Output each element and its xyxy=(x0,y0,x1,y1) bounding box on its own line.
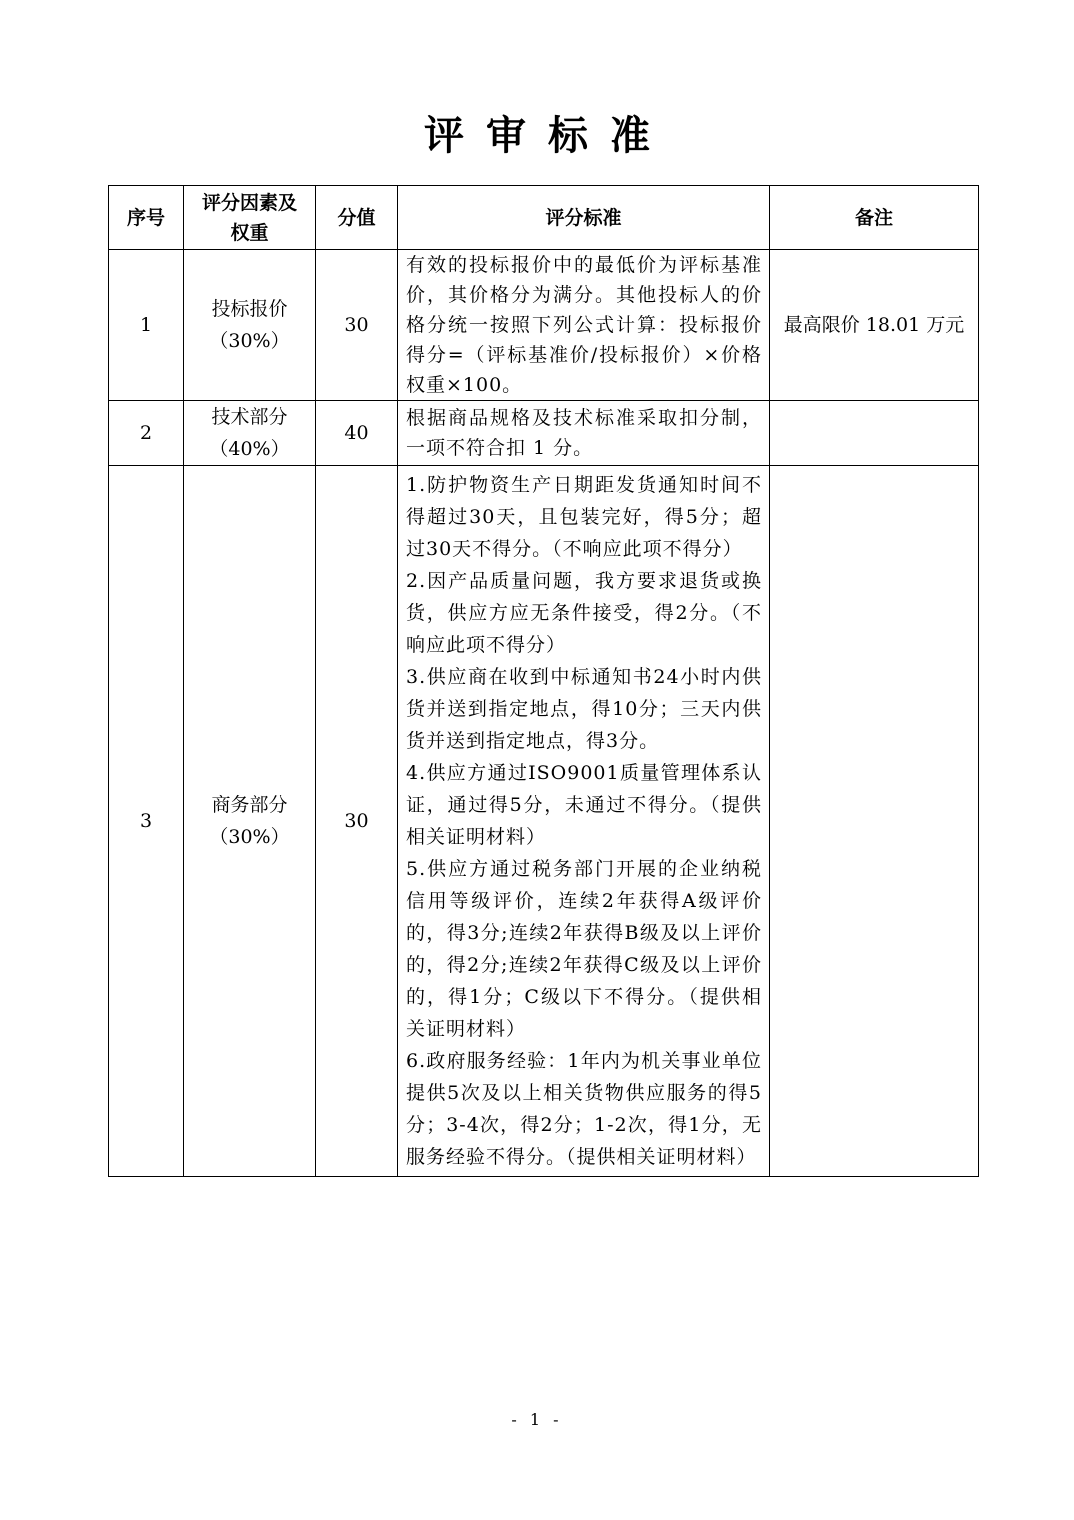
criteria-item-6: 6.政府服务经验：1年内为机关事业单位提供5次及以上相关货物供应服务的得5分；3-4次，得2分；1-2次，得1分，无服务经验不得分。（提供相关证明材料） xyxy=(406,1050,762,1168)
row-factor xyxy=(184,401,316,466)
row-score: 30 xyxy=(316,466,398,1177)
factor-name: 商务部分 xyxy=(211,794,288,816)
row-criteria xyxy=(398,466,770,1177)
row-criteria xyxy=(398,401,770,466)
header-no: 序号 xyxy=(109,186,184,250)
criteria-text: 有效的投标报价中的最低价为评标基准价，其价格分为满分。其他投标人的价格分统一按照下列公式计算：投标报价得分=（评标基准价/投标报价）×价格权重×100。 xyxy=(406,254,762,396)
table-header-row xyxy=(109,186,979,250)
criteria-item-4: 4.供应方通过ISO9001质量管理体系认证，通过得5分，未通过不得分。（提供相关证明材料） xyxy=(406,762,762,848)
factor-name: 投标报价 xyxy=(211,298,288,320)
header-factor-text: 评分因素及权重 xyxy=(201,191,297,244)
criteria-item-1: 1.防护物资生产日期距发货通知时间不得超过30天，且包装完好，得5分；超过30天不得分。（不响应此项不得分） xyxy=(406,474,762,560)
criteria-item-5: 5.供应方通过税务部门开展的企业纳税信用等级评价，连续2年获得A级评价的，得3分;连续2年获得B级及以上评价的，得2分;连续2年获得C级及以上评价的，得1分；C级以下不得分。（提供相关证明材料） xyxy=(406,858,762,1040)
row-factor xyxy=(184,250,316,401)
row-remark xyxy=(770,466,979,1177)
factor-weight: （40%） xyxy=(209,438,290,460)
row-factor xyxy=(184,466,316,1177)
row-score: 40 xyxy=(316,401,398,466)
row-remark: 最高限价 18.01 万元 xyxy=(770,250,979,401)
row-no: 3 xyxy=(109,466,184,1177)
factor-weight: （30%） xyxy=(209,826,290,848)
factor-name: 技术部分 xyxy=(211,406,288,428)
page-number: - 1 - xyxy=(511,1410,563,1429)
scoring-table xyxy=(108,185,979,1177)
header-remark: 备注 xyxy=(770,186,979,250)
header-factor xyxy=(184,186,316,250)
header-criteria: 评分标准 xyxy=(398,186,770,250)
factor-weight: （30%） xyxy=(209,330,290,352)
criteria-item-2: 2.因产品质量问题，我方要求退货或换货，供应方应无条件接受，得2分。（不响应此项不得分） xyxy=(406,570,762,656)
table-row xyxy=(109,466,979,1177)
row-score: 30 xyxy=(316,250,398,401)
row-no: 2 xyxy=(109,401,184,466)
row-remark xyxy=(770,401,979,466)
page-title: 评审标准 xyxy=(424,112,672,159)
row-no: 1 xyxy=(109,250,184,401)
row-criteria xyxy=(398,250,770,401)
header-score: 分值 xyxy=(316,186,398,250)
criteria-item-3: 3.供应商在收到中标通知书24小时内供货并送到指定地点，得10分；三天内供货并送到指定地点，得3分。 xyxy=(406,666,762,752)
table-row xyxy=(109,250,979,401)
table-row xyxy=(109,401,979,466)
criteria-text: 根据商品规格及技术标准采取扣分制，一项不符合扣 1 分。 xyxy=(406,407,762,459)
